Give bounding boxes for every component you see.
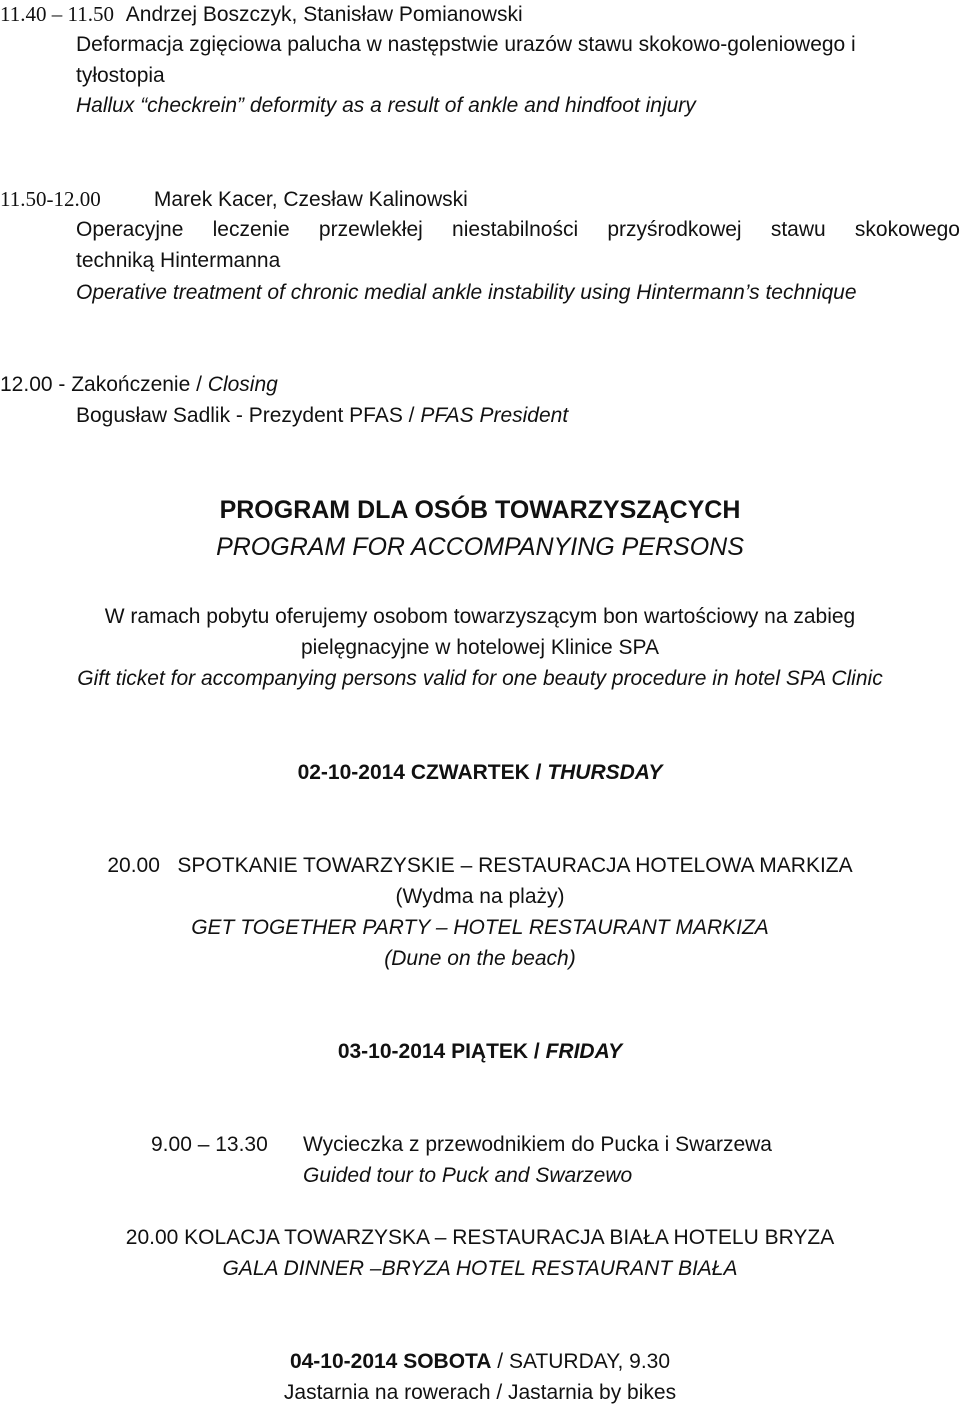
day2-date-en: FRIDAY [545,1040,623,1063]
closing-line [0,371,278,399]
day3-date-bold: 04-10-2014 SOBOTA [289,1350,492,1373]
session1-title-pl-line2: tyłostopia [76,64,165,87]
day1-date-pl: 02-10-2014 CZWARTEK / [297,761,548,784]
day3-date-rest: / SATURDAY, 9.30 [491,1350,671,1373]
day1-date-en: THURSDAY [547,761,663,784]
closing-person: Bogusław Sadlik - Prezydent PFAS / [76,404,421,427]
session2-title-pl-line2: techniką Hintermanna [76,249,281,272]
closing-person-line [76,402,568,430]
day2-date-pl: 03-10-2014 PIĄTEK / [337,1040,546,1063]
day2-event1-pl: Wycieczka z przewodnikiem do Pucka i Swarzewa [303,1133,772,1156]
day2-date [0,1038,960,1066]
program-intro-pl-line1: W ramach pobytu oferujemy osobom towarzyszącym bon wartościowy na zabieg [104,605,856,628]
session2-header [0,185,468,214]
day2-event2-en: GALA DINNER –BRYZA HOTEL RESTAURANT BIAŁA [222,1257,738,1280]
closing-label-en: Closing [207,373,278,396]
day2-event1-en: Guided tour to Puck and Swarzewo [303,1164,633,1187]
session1-authors: Andrzej Boszczyk, Stanisław Pomianowski [125,3,523,26]
program-intro-pl-line2: pielęgnacyjne w hotelowej Klinice SPA [301,636,659,659]
day1-date [0,759,960,787]
session2-title-pl-line1: Operacyjne leczenie przewlekłej niestabilności przyśrodkowej stawu skokowego [76,218,960,241]
session1-title-pl-line1: Deformacja zgięciowa palucha w następstwie urazów stawu skokowo-goleniowego i [76,33,856,56]
session2-title-en: Operative treatment of chronic medial ankle instability using Hintermann’s technique [76,281,857,304]
session1-time: 11.40 – 11.50 [0,2,114,26]
program-heading-en: PROGRAM FOR ACCOMPANYING PERSONS [216,533,744,561]
day1-event1-en: GET TOGETHER PARTY – HOTEL RESTAURANT MARKIZA [191,916,769,939]
day3-date [0,1348,960,1376]
day2-event1-time: 9.00 – 13.30 [151,1133,268,1156]
day2-event2-pl: 20.00 KOLACJA TOWARZYSKA – RESTAURACJA BIAŁA HOTELU BRYZA [125,1226,835,1249]
session2-authors: Marek Kacer, Czesław Kalinowski [153,188,468,211]
session1-title-en: Hallux “checkrein” deformity as a result of ankle and hindfoot injury [76,94,696,117]
closing-person-en: PFAS President [420,404,569,427]
day1-event1-pl: 20.00 SPOTKANIE TOWARZYSKIE – RESTAURACJA HOTELOWA MARKIZA [107,854,853,877]
day3-event1: Jastarnia na rowerach / Jastarnia by bikes [283,1381,677,1404]
program-intro-en: Gift ticket for accompanying persons valid for one beauty procedure in hotel SPA Clinic [77,667,883,690]
day1-event1-pl-sub: (Wydma na plaży) [395,885,565,908]
day1-event1-en-sub: (Dune on the beach) [384,947,576,970]
session1-header [0,0,523,29]
program-heading-pl: PROGRAM DLA OSÓB TOWARZYSZĄCYCH [219,496,741,524]
closing-time-label: 12.00 - Zakończenie / [0,373,208,396]
session2-time: 11.50-12.00 [0,187,101,211]
